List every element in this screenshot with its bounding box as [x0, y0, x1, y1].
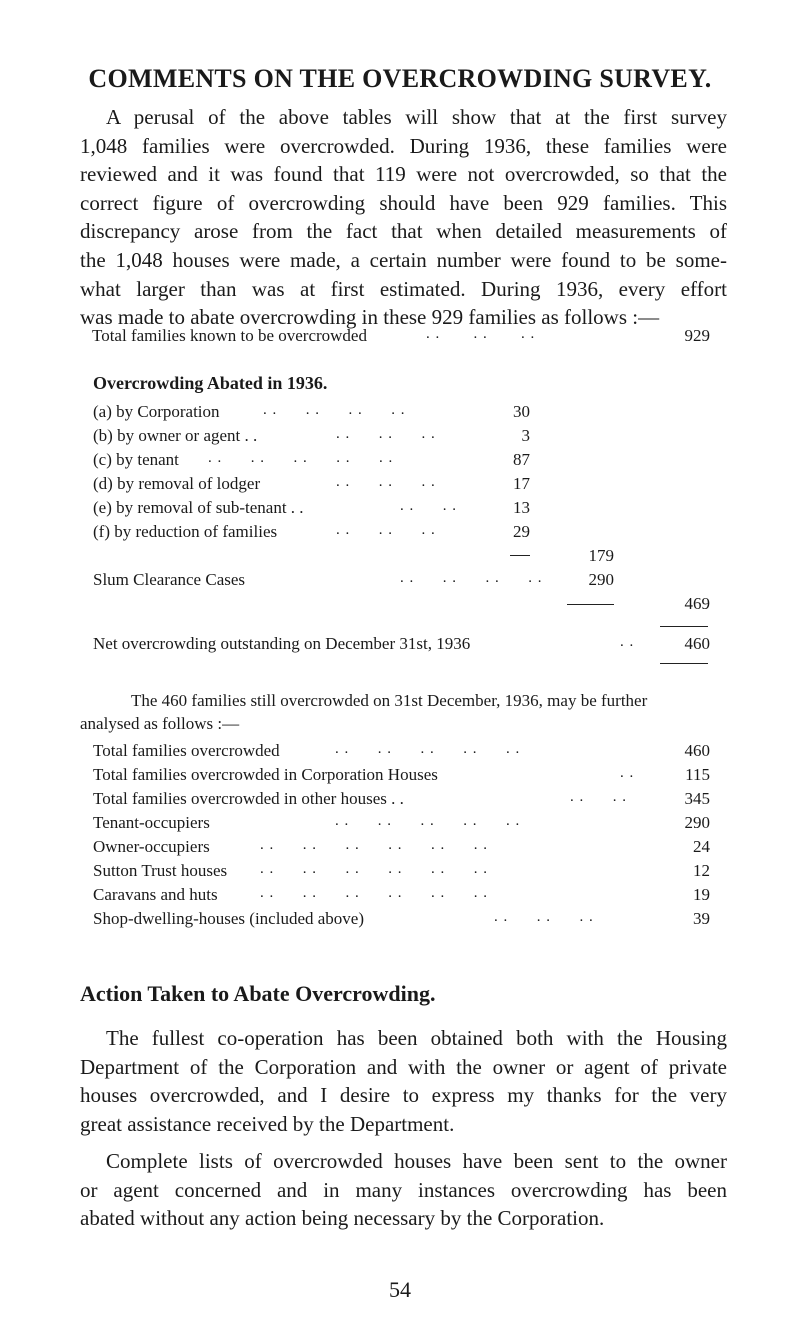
analysis-row-label: Shop-dwelling-houses (included above): [93, 909, 364, 928]
abated-item-label: (a) by Corporation: [93, 402, 220, 421]
intro-paragraph: [80, 103, 727, 332]
abated-item-value: 3: [521, 426, 530, 445]
analysis-intro: The 460 families still overcrowded on 31st December, 1936, may be further: [131, 691, 648, 710]
net-value: 460: [684, 634, 710, 653]
action-line: abated without any action being necessary by the Corporation.: [80, 1206, 605, 1231]
intro-line: the 1,048 houses were made, a certain number were found to be some-: [80, 247, 727, 272]
leader-dots: . . . . . . . .: [263, 402, 406, 418]
total-rule: [567, 604, 614, 605]
abated-item-label: (f) by reduction of families: [93, 522, 278, 541]
intro-line: correct figure of overcrowding should have been 929 families. This: [80, 190, 727, 215]
abated-item-label: (d) by removal of lodger: [93, 474, 261, 493]
action-heading: Action Taken to Abate Overcrowding.: [80, 981, 436, 1006]
abated-item-label: (b) by owner or agent . .: [93, 426, 258, 445]
action-line: Complete lists of overcrowded houses have been sent to the owner: [106, 1149, 727, 1173]
abated-total: 469: [684, 594, 710, 613]
abated-heading: Overcrowding Abated in 1936.: [93, 373, 328, 393]
intro-line: what larger than was at first estimated. During 1936, every effort: [80, 276, 727, 301]
subtotal-rule: [510, 555, 530, 556]
net-bottom-rule: [660, 663, 708, 664]
page-number: 54: [389, 1277, 411, 1302]
intro-line: A perusal of the above tables will show that at the first survey: [106, 105, 727, 129]
abated-item-value: 87: [513, 450, 530, 469]
slum-clearance-value: 290: [588, 570, 614, 589]
abated-item-value: 17: [513, 474, 530, 493]
action-line: houses overcrowded, and I desire to express my thanks for the very: [80, 1083, 727, 1108]
leader-dots: . . . . . .: [336, 426, 436, 442]
leader-dots: . . . . . .: [494, 909, 594, 925]
analysis-row-label: Owner-occupiers: [93, 837, 210, 856]
total-known-value: 929: [684, 326, 710, 345]
analysis-row-value: 19: [693, 885, 710, 904]
analysis-row-label: Total families overcrowded in Corporation Houses: [93, 765, 438, 784]
analysis-row-label: Sutton Trust houses: [93, 861, 228, 880]
analysis-row-value: 12: [693, 861, 710, 880]
action-paragraph-1: [80, 1024, 727, 1138]
action-line: Department of the Corporation and with the owner or agent of private: [80, 1054, 727, 1079]
leader-dots: . . . . . . . . . . . .: [260, 861, 488, 877]
leader-dots: . . . .: [400, 498, 457, 514]
total-known-label: Total families known to be overcrowded: [92, 326, 367, 345]
leader-dots: . . . . . . . .: [400, 570, 543, 586]
action-paragraph-2: [80, 1147, 727, 1233]
abated-item-value: 29: [513, 522, 530, 541]
abated-item-value: 13: [513, 498, 530, 517]
leader-dots: . . . . . .: [426, 326, 536, 342]
analysis-row-value: 24: [693, 837, 710, 856]
leader-dots: . . . . . . . . . .: [208, 450, 394, 466]
analysis-row-value: 345: [684, 789, 710, 808]
intro-line: was made to abate overcrowding in these 929 families as follows :—: [80, 305, 660, 330]
action-line: or agent concerned and in many instances overcrowding has been: [80, 1177, 727, 1202]
leader-dots: . . . . . .: [336, 474, 436, 490]
slum-clearance-label: Slum Clearance Cases: [93, 570, 246, 589]
abated-item-label: (c) by tenant: [93, 450, 179, 469]
intro-line: reviewed and it was found that 119 were not overcrowded, so that the: [80, 162, 727, 187]
action-line: great assistance received by the Department.: [80, 1111, 455, 1136]
abated-item-label: (e) by removal of sub-tenant . .: [93, 498, 304, 517]
analysis-intro: analysed as follows :—: [80, 714, 240, 733]
abated-item-value: 30: [513, 402, 530, 421]
analysis-row-value: 460: [684, 741, 710, 760]
analysis-row-label: Tenant-occupiers: [93, 813, 210, 832]
analysis-row-label: Total families overcrowded: [93, 741, 280, 760]
net-label: Net overcrowding outstanding on December 31st, 1936: [93, 634, 471, 653]
intro-line: 1,048 families were overcrowded. During 1936, these families were: [80, 133, 727, 158]
analysis-row-value: 115: [685, 765, 710, 784]
abated-subtotal: 179: [588, 546, 614, 565]
page-title: COMMENTS ON THE OVERCROWDING SURVEY.: [88, 64, 712, 93]
analysis-row-label: Total families overcrowded in other houses . .: [93, 789, 404, 808]
analysis-row-value: 39: [693, 909, 710, 928]
leader-dots: . . . . . . . . . .: [335, 813, 521, 829]
analysis-row-label: Caravans and huts: [93, 885, 218, 904]
leader-dots: . . . . . .: [336, 522, 436, 538]
intro-line: discrepancy arose from the fact that when detailed measurements of: [80, 219, 727, 244]
leader-dots: . . . . . . . . . . . .: [260, 837, 488, 853]
leader-dots: . .: [620, 634, 635, 650]
analysis-row-value: 290: [684, 813, 710, 832]
leader-dots: . . . . . . . . . . . .: [260, 885, 488, 901]
leader-dots: . .: [620, 765, 635, 781]
leader-dots: . . . .: [570, 789, 627, 805]
action-line: The fullest co-operation has been obtained both with the Housing: [106, 1026, 727, 1050]
leader-dots: . . . . . . . . . .: [335, 741, 521, 757]
net-top-rule: [660, 626, 708, 627]
